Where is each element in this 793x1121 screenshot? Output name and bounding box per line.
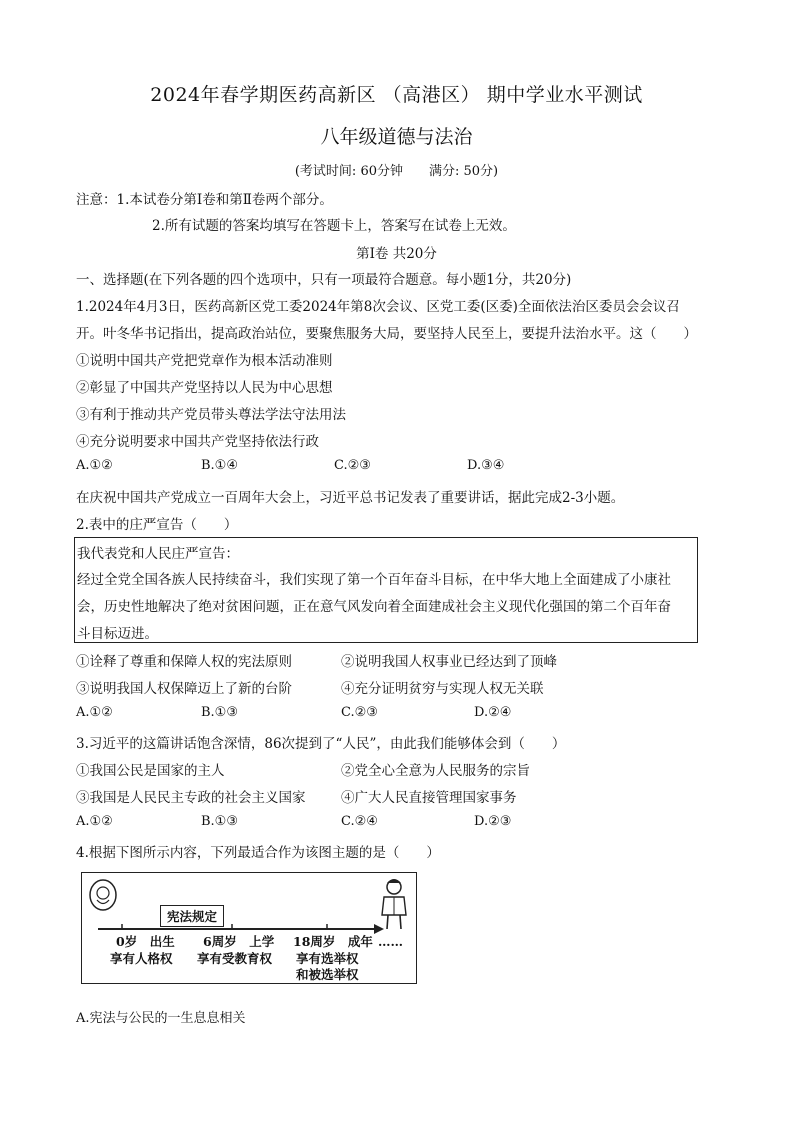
q4-option-a: A.宪法与公民的一生息息相关 xyxy=(76,1011,246,1026)
exam-info: (考试时间: 60分钟 满分: 50分) xyxy=(294,164,499,179)
stage-school-label: 6周岁 上学 xyxy=(203,934,275,949)
q4-life-timeline-diagram xyxy=(81,872,417,984)
q3-statement-1: ①我国公民是国家的主人 xyxy=(76,763,225,779)
q1-option-a: A.①② xyxy=(76,458,113,473)
q3-statement-3: ③我国是人民民主专政的社会主义国家 xyxy=(76,790,306,806)
q1-stem-line-2: 开。叶冬华书记指出，提高政治站位，要聚焦服务大局，要坚持人民至上，要提升法治水平。这（ ） xyxy=(76,326,697,342)
timeline-ellipsis: …… xyxy=(378,934,403,949)
q1-option-b: B.①④ xyxy=(201,458,238,473)
stage-adult-right-2: 和被选举权 xyxy=(296,967,359,982)
q2-box-line-2: 经过全党全国各族人民持续奋斗，我们实现了第一个百年奋斗目标，在中华大地上全面建成了小康社 xyxy=(77,572,671,588)
adult-person-icon xyxy=(382,879,406,929)
constitution-tag: 宪法规定 xyxy=(160,905,224,927)
section-intro: 一、选择题(在下列各题的四个选项中，只有一项最符合题意。每小题1分，共20分) xyxy=(76,272,572,288)
q2-box-line-3: 会，历史性地解决了绝对贫困问题，正在意气风发向着全面建成社会主义现代化强国的第二个百年奋 xyxy=(77,599,671,615)
q2-stem: 2.表中的庄严宣告（ ） xyxy=(76,517,238,533)
stage-birth-label: 0岁 出生 xyxy=(116,934,175,949)
q2-statement-2: ②说明我国人权事业已经达到了顶峰 xyxy=(341,654,557,670)
note-line-2: 2.所有试题的答案均填写在答题卡上，答案写在试卷上无效。 xyxy=(152,218,516,234)
exam-subtitle: 八年级道德与法治 xyxy=(320,126,473,148)
q3-option-b: B.①③ xyxy=(201,814,238,829)
q2-option-b: B.①③ xyxy=(201,705,238,720)
q2-box-line-1: 我代表党和人民庄严宣告： xyxy=(77,546,239,562)
note-line-1: 注意：1.本试卷分第Ⅰ卷和第Ⅱ卷两个部分。 xyxy=(76,192,333,208)
q3-option-a: A.①② xyxy=(76,814,113,829)
q1-statement-3: ③有利于推动共产党员带头尊法学法守法用法 xyxy=(76,407,346,423)
q2-statement-1: ①诠释了尊重和保障人权的宪法原则 xyxy=(76,654,292,670)
q2-option-a: A.①② xyxy=(76,705,113,720)
stage-birth-right: 享有人格权 xyxy=(110,951,173,966)
q1-statement-1: ①说明中国共产党把党章作为根本活动准则 xyxy=(76,353,333,369)
q2-option-c: C.②③ xyxy=(341,705,378,720)
q2-statement-4: ④充分证明贫穷与实现人权无关联 xyxy=(341,681,544,697)
q1-stem-line-1: 1.2024年4月3日，医药高新区党工委2024年第8次会议、区党工委(区委)全面依法治区委员会会议召 xyxy=(76,299,680,315)
q3-option-d: D.②③ xyxy=(474,814,512,829)
q2-statement-3: ③说明我国人权保障迈上了新的台阶 xyxy=(76,681,292,697)
q1-option-d: D.③④ xyxy=(467,458,505,473)
baby-icon xyxy=(90,880,116,910)
q2-quote-box xyxy=(74,537,698,643)
q2-box-line-4: 斗目标迈进。 xyxy=(77,626,158,642)
q3-statement-4: ④广大人民直接管理国家事务 xyxy=(341,790,517,806)
stage-adult-label: 18周岁 成年 xyxy=(293,934,373,949)
q2-option-d: D.②④ xyxy=(474,705,512,720)
stage-school-right: 享有受教育权 xyxy=(197,951,273,966)
q3-option-c: C.②④ xyxy=(341,814,378,829)
q3-stem: 3.习近平的这篇讲话饱含深情，86次提到了“人民”，由此我们能够体会到（ ） xyxy=(76,736,566,752)
q3-statement-2: ②党全心全意为人民服务的宗旨 xyxy=(341,763,530,779)
q1-option-c: C.②③ xyxy=(334,458,371,473)
q1-statement-2: ②彰显了中国共产党坚持以人民为中心思想 xyxy=(76,380,333,396)
q4-stem: 4.根据下图所示内容，下列最适合作为该图主题的是（ ） xyxy=(76,845,440,861)
section-heading: 第Ⅰ卷 共20分 xyxy=(356,246,437,262)
shared-intro: 在庆祝中国共产党成立一百周年大会上，习近平总书记发表了重要讲话，据此完成2-3小题。 xyxy=(76,490,625,506)
exam-title: 2024年春学期医药高新区 （高港区） 期中学业水平测试 xyxy=(150,84,643,106)
q1-statement-4: ④充分说明要求中国共产党坚持依法行政 xyxy=(76,434,319,450)
stage-adult-right-1: 享有选举权 xyxy=(296,951,359,966)
